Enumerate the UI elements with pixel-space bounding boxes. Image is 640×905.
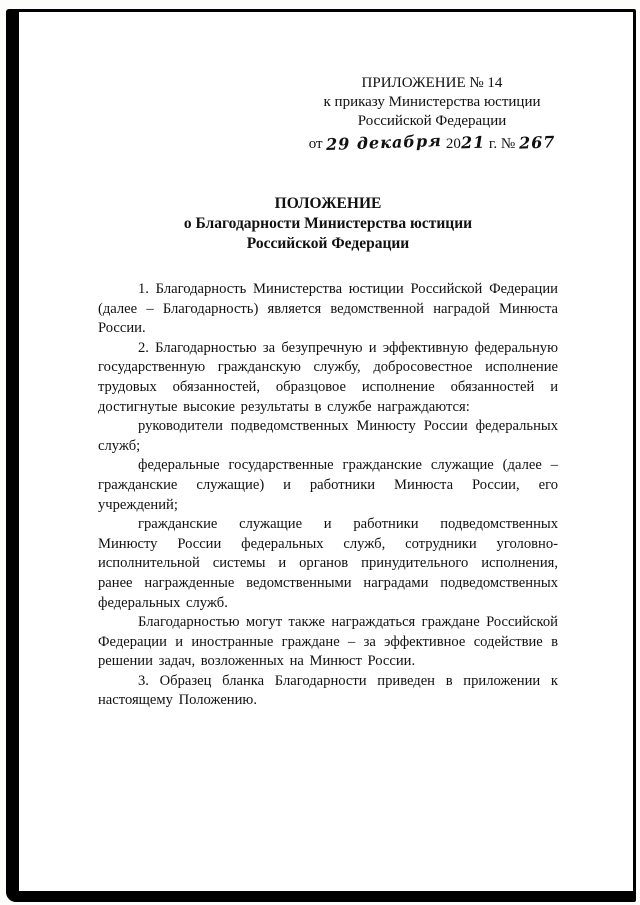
handwritten-number: 267 — [518, 132, 556, 153]
handwritten-year: 21 — [460, 132, 486, 153]
title-line-1: ПОЛОЖЕНИЕ — [274, 195, 382, 212]
paragraph-2: 2. Благодарностью за безупречную и эффективную федеральную государственную гражданскую службу, добросовестное исполнение трудовых обязанностей, образцовое исполнение обязанностей и достигнутые высокие результаты в службе награждаются: — [98, 339, 558, 415]
paragraph-2-item-1: руководители подведомственных Минюсту России федеральных служб; — [98, 418, 558, 454]
handwritten-date: 29 декабря — [326, 130, 443, 155]
paragraph-1: 1. Благодарность Министерства юстиции Российской Федерации (далее – Благодарность) является ведомственной наградой Минюста России. — [98, 281, 558, 337]
appendix-line-2: к приказу Министерства юстиции — [323, 94, 541, 110]
page-border — [6, 9, 636, 902]
appendix-block — [308, 74, 556, 154]
paragraph-3: 3. Образец бланка Благодарности приведен в приложении к настоящему Положению. — [98, 672, 558, 709]
appendix-line-3: Российской Федерации — [357, 113, 507, 129]
paragraph-additional: Благодарностью могут также награждаться граждане Российской Федерации и иностранные граждане – за эффективное содействие в решении задач, возложенных на Минюст России. — [98, 614, 558, 670]
document-title — [98, 194, 558, 254]
title-line-2: о Благодарности Министерства юстиции — [183, 215, 473, 232]
document-body — [98, 280, 558, 711]
paragraph-2-item-3: гражданские служащие и работники подведомственных Минюсту России федеральных служб, сотрудники уголовно-исполнительной системы и органов принудительного исполнения, ранее награжденные ведомственными наградами подведомственных федеральных служб. — [98, 516, 558, 611]
page-content — [38, 24, 626, 877]
appendix-title: ПРИЛОЖЕНИЕ № 14 — [361, 75, 503, 91]
order-date-line — [308, 130, 556, 155]
paragraph-2-item-2: федеральные государственные гражданские служащие (далее – гражданские служащие) и работники Минюста России, его учреждений; — [98, 457, 558, 513]
year-printed: 20 — [445, 136, 461, 152]
title-line-3: Российской Федерации — [246, 235, 410, 252]
date-prefix: от — [308, 136, 323, 152]
number-prefix: г. № — [488, 136, 516, 152]
